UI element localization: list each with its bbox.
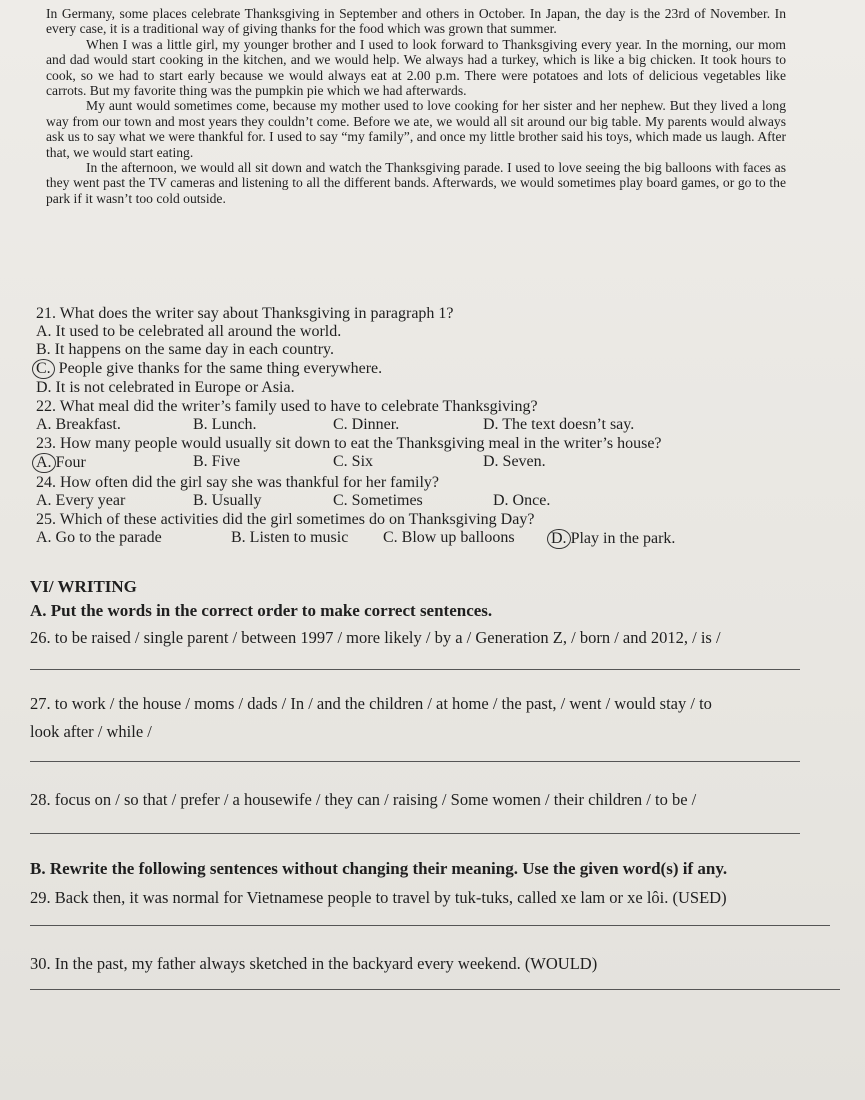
reading-questions (36, 304, 816, 549)
question-23-option-a: A.Four (36, 453, 193, 473)
writing-section (30, 576, 840, 990)
question-24-option-b: B. Usually (193, 492, 262, 509)
question-25-option-c: C. Blow up balloons (383, 529, 515, 546)
paragraph-1: In Germany, some places celebrate Thanksgiving in September and others in October. In Japan, the day is the 23rd of November. In every case, it is a traditional way of giving thanks for the food which was grown that summer. (46, 6, 786, 37)
question-21-option-c-text: People give thanks for the same thing everywhere. (54, 360, 383, 377)
question-22-option-b: B. Lunch. (193, 416, 257, 433)
question-25-stem: 25. Which of these activities did the girl sometimes do on Thanksgiving Day? (36, 511, 535, 528)
question-21-option-b: B. It happens on the same day in each country. (36, 341, 334, 358)
answer-line-26[interactable] (30, 668, 800, 670)
question-22-option-c: C. Dinner. (333, 416, 400, 433)
answer-line-27[interactable] (30, 760, 800, 762)
answer-line-29[interactable] (30, 924, 830, 926)
question-24-option-d: D. Once. (493, 492, 551, 509)
circled-answer-mark: C. (32, 359, 55, 379)
part-a-instruction: A. Put the words in the correct order to make correct sentences. (30, 601, 493, 620)
question-25-option-a: A. Go to the parade (36, 529, 162, 546)
question-29-prompt: 29. Back then, it was normal for Vietnamese people to travel by tuk-tuks, called xe lam or xe lôi. (USED) (30, 888, 727, 907)
question-21-option-d: D. It is not celebrated in Europe or Asia. (36, 379, 295, 396)
question-24-options (36, 492, 816, 510)
question-22-option-d: D. The text doesn’t say. (483, 416, 635, 433)
question-21-option-a: A. It used to be celebrated all around the world. (36, 323, 342, 340)
question-25-option-b: B. Listen to music (231, 529, 349, 546)
question-21-option-c (36, 359, 816, 379)
question-22-option-a: A. Breakfast. (36, 416, 121, 433)
paragraph-3: My aunt would sometimes come, because my mother used to love cooking for her sister and her nephew. But they lived a long way from our town and most years they couldn’t come. Before we ate, we would all sit around our big table. My parents would always ask us to say what we were thankful for. I used to say “my family”, and once my little brother said his toys, which made us laugh. After that, we would start eating. (46, 98, 786, 160)
reading-passage (46, 6, 786, 206)
question-26-prompt: 26. to be raised / single parent / between 1997 / more likely / by a / Generation Z, / born / and 2012, / is / (30, 628, 721, 647)
paragraph-2: When I was a little girl, my younger brother and I used to look forward to Thanksgiving every year. In the morning, our mom and dad would start cooking in the kitchen, and we would help. We always had a turkey, which is like a big chicken. It took hours to cook, so we had to start early because we would always eat at 2.00 p.m. There were potatoes and lots of delicious vegetables like carrots. But my favorite thing was the pumpkin pie which we had afterwards. (46, 36, 786, 99)
circled-answer-mark: A. (32, 453, 56, 473)
question-30-prompt: 30. In the past, my father always sketched in the backyard every weekend. (WOULD) (30, 954, 598, 973)
part-b-instruction: B. Rewrite the following sentences without changing their meaning. Use the given word(s) if any. (30, 859, 728, 878)
question-28-prompt: 28. focus on / so that / prefer / a housewife / they can / raising / Some women / their children / to be / (30, 790, 697, 809)
question-24-option-a: A. Every year (36, 492, 126, 509)
answer-line-28[interactable] (30, 832, 800, 834)
question-24-stem: 24. How often did the girl say she was thankful for her family? (36, 474, 440, 491)
question-23-option-c: C. Six (333, 453, 374, 470)
question-25-option-d: D.Play in the park. (551, 529, 675, 549)
circled-answer-mark: D. (547, 529, 571, 549)
question-22-options (36, 416, 816, 434)
question-23-option-d: D. Seven. (483, 453, 546, 470)
question-27-prompt-line1: 27. to work / the house / moms / dads / In / and the children / at home / the past, / went / would stay / to (30, 694, 712, 713)
question-23-option-b: B. Five (193, 453, 241, 470)
question-21-stem: 21. What does the writer say about Thanksgiving in paragraph 1? (36, 305, 454, 322)
question-23-stem: 23. How many people would usually sit down to eat the Thanksgiving meal in the writer’s house? (36, 435, 662, 452)
question-22-stem: 22. What meal did the writer’s family used to have to celebrate Thanksgiving? (36, 398, 538, 415)
answer-line-30[interactable] (30, 988, 840, 990)
question-25-options (36, 529, 816, 549)
question-24-option-c: C. Sometimes (333, 492, 423, 509)
paragraph-4: In the afternoon, we would all sit down and watch the Thanksgiving parade. I used to love seeing the big balloons with faces as they went past the TV cameras and listening to all the different bands. Afterwards, we would sometimes play board games, or go to the park if it wasn’t too cold outside. (46, 160, 786, 206)
question-27-prompt-line2: look after / while / (30, 722, 152, 741)
writing-heading: VI/ WRITING (30, 577, 137, 596)
question-23-options (36, 453, 816, 473)
